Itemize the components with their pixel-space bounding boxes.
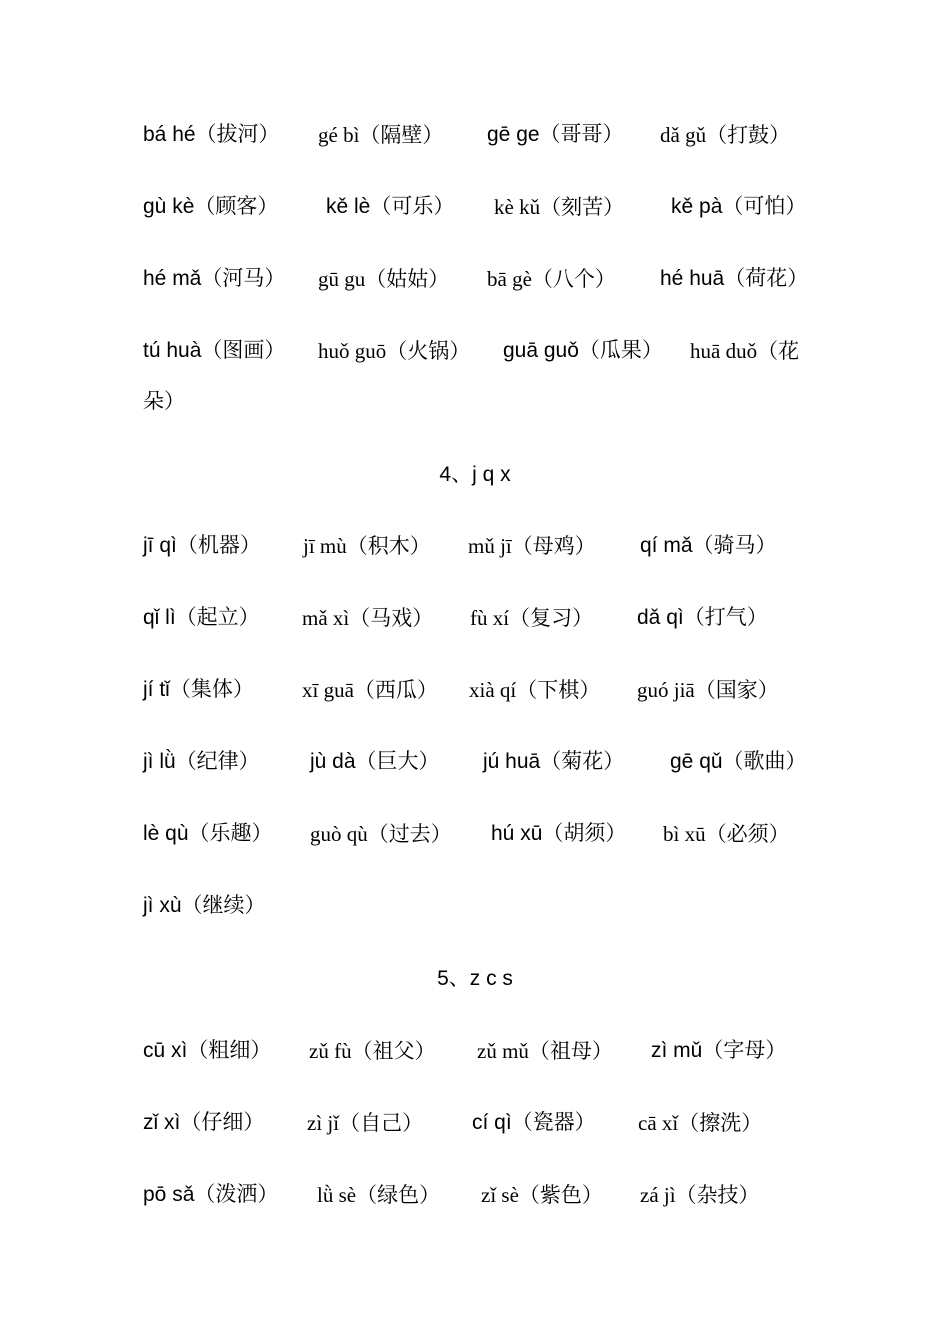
word-item: gū gu（姑姑） bbox=[318, 267, 450, 291]
word-item: jì lǜ（纪律） bbox=[143, 750, 260, 773]
word-item: gù kè（顾客） bbox=[143, 195, 279, 218]
word-item: jī mù（积木） bbox=[303, 534, 431, 558]
word-item: gé bì（隔壁） bbox=[318, 123, 444, 147]
word-item: jì xù（继续） bbox=[143, 894, 266, 917]
word-item: lè qù（乐趣） bbox=[143, 822, 273, 845]
word-item: fù xí（复习） bbox=[470, 606, 594, 630]
word-item: guā guǒ（瓜果） bbox=[503, 339, 663, 362]
word-item: zǔ mǔ（祖母） bbox=[477, 1039, 613, 1063]
section-heading: 4、j q x bbox=[439, 463, 511, 486]
word-item: bá hé（拔河） bbox=[143, 123, 280, 146]
word-item: mǎ xì（马戏） bbox=[302, 606, 434, 630]
word-item: hé huā（荷花） bbox=[660, 267, 809, 290]
word-item: tú huà（图画） bbox=[143, 339, 286, 362]
section-heading: 5、z c s bbox=[437, 967, 513, 990]
word-item: jí tǐ（集体） bbox=[143, 678, 254, 701]
word-item: dǎ gǔ（打鼓） bbox=[660, 123, 791, 147]
word-item: mǔ jī（母鸡） bbox=[468, 534, 596, 558]
word-item: kě pà（可怕） bbox=[671, 195, 807, 218]
word-item: zá jì（杂技） bbox=[640, 1183, 760, 1207]
word-item: xī guā（西瓜） bbox=[302, 678, 438, 702]
word-item: qí mǎ（骑马） bbox=[640, 534, 777, 557]
wrapped-text: 朵） bbox=[143, 389, 185, 413]
word-item: qǐ lì（起立） bbox=[143, 606, 260, 629]
word-item: zǐ xì（仔细） bbox=[143, 1111, 265, 1134]
word-item: kè kǔ（刻苦） bbox=[494, 195, 625, 219]
word-item: cā xǐ（擦洗） bbox=[638, 1111, 763, 1135]
word-item: bì xū（必须） bbox=[663, 822, 790, 846]
word-item: gē qǔ（歌曲） bbox=[670, 750, 807, 773]
word-item: zǐ sè（紫色） bbox=[481, 1183, 603, 1207]
word-item: kě lè（可乐） bbox=[326, 195, 455, 218]
word-item: jú huā（菊花） bbox=[483, 750, 625, 773]
word-item: xià qí（下棋） bbox=[469, 678, 601, 702]
word-item: cū xì（粗细） bbox=[143, 1039, 272, 1062]
word-item: zì mǔ（字母） bbox=[651, 1039, 787, 1062]
word-item: dǎ qì（打气） bbox=[637, 606, 768, 629]
word-item: hú xū（胡须） bbox=[491, 822, 627, 845]
word-item: zǔ fù（祖父） bbox=[309, 1039, 436, 1063]
word-item: zì jǐ（自己） bbox=[307, 1111, 424, 1135]
word-item: jī qì（机器） bbox=[143, 534, 261, 557]
word-item: guò qù（过去） bbox=[310, 822, 452, 846]
word-item: jù dà（巨大） bbox=[310, 750, 440, 773]
word-item: pō sǎ（泼洒） bbox=[143, 1183, 279, 1206]
word-item: bā gè（八个） bbox=[487, 267, 616, 291]
word-item: huǒ guō（火锅） bbox=[318, 339, 471, 363]
word-item: hé mǎ（河马） bbox=[143, 267, 286, 290]
word-item: huā duǒ（花 bbox=[690, 339, 800, 363]
word-item: gē ge（哥哥） bbox=[487, 123, 624, 146]
word-item: guó jiā（国家） bbox=[637, 678, 779, 702]
word-item: lǜ sè（绿色） bbox=[317, 1183, 441, 1207]
word-item: cí qì（瓷器） bbox=[472, 1111, 596, 1134]
